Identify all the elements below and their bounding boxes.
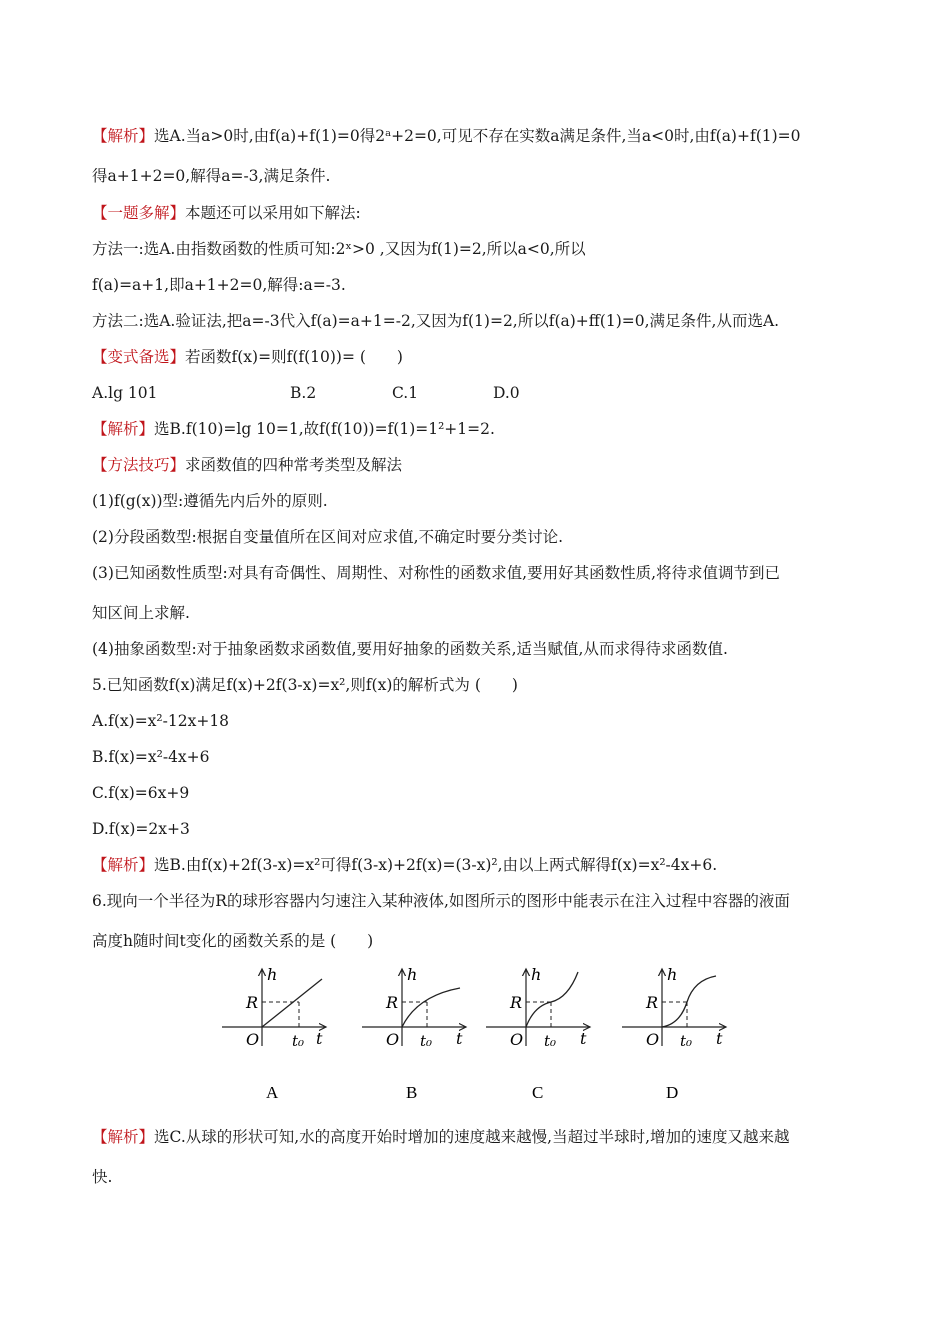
question-6-cont: 高度h随时间t变化的函数关系的是 ( ) bbox=[92, 932, 374, 950]
graph-d-h: h bbox=[667, 966, 678, 984]
graph-c-label: C bbox=[532, 1083, 544, 1102]
graph-b-label: B bbox=[406, 1083, 418, 1102]
graph-figures bbox=[222, 966, 742, 1106]
graph-d-t: t bbox=[716, 1029, 723, 1048]
graph-b-h: h bbox=[407, 966, 418, 984]
graph-c bbox=[486, 966, 590, 1102]
analysis-4 bbox=[92, 1126, 790, 1148]
graph-a-O: O bbox=[246, 1030, 260, 1049]
graph-b bbox=[362, 966, 466, 1102]
graph-c-R: R bbox=[510, 993, 523, 1012]
graph-c-t: t bbox=[580, 1029, 587, 1048]
variant-option-a: A.lg 101 bbox=[92, 384, 158, 402]
tag-variant: 【变式备选】 bbox=[92, 348, 186, 366]
tip-3-cont: 知区间上求解. bbox=[92, 604, 190, 622]
graph-d-label: D bbox=[666, 1083, 679, 1102]
graph-a-t0: t₀ bbox=[292, 1032, 305, 1050]
tip-1: (1)f(g(x))型:遵循先内后外的原则. bbox=[92, 492, 328, 510]
multi-solution bbox=[92, 202, 361, 224]
graph-d bbox=[622, 966, 726, 1102]
q5-option-a: A.f(x)=x²-12x+18 bbox=[92, 712, 230, 730]
analysis-2-text: 选B.f(10)=lg 10=1,故f(f(10))=f(1)=1²+1=2. bbox=[154, 420, 495, 438]
variant-question-text: 若函数f(x)=则f(f(10))= ( ) bbox=[185, 348, 403, 366]
method-tips bbox=[92, 454, 402, 476]
graph-b-curve bbox=[402, 988, 460, 1027]
q5-option-c: C.f(x)=6x+9 bbox=[92, 784, 190, 802]
question-5: 5.已知函数f(x)满足f(x)+2f(3-x)=x²,则f(x)的解析式为 ( ) bbox=[92, 676, 518, 694]
method-one: 方法一:选A.由指数函数的性质可知:2ˣ>0 ,又因为f(1)=2,所以a<0,所以 bbox=[92, 240, 586, 258]
graph-a-label: A bbox=[266, 1083, 279, 1102]
tag-analysis: 【解析】 bbox=[92, 127, 155, 145]
q5-option-d: D.f(x)=2x+3 bbox=[92, 820, 190, 838]
analysis-1 bbox=[92, 125, 801, 147]
analysis-4-cont: 快. bbox=[92, 1168, 113, 1186]
graph-d-O: O bbox=[646, 1030, 660, 1049]
multi-solution-text: 本题还可以采用如下解法: bbox=[185, 204, 361, 222]
graph-a bbox=[222, 966, 326, 1102]
tag-analysis-4: 【解析】 bbox=[92, 1128, 155, 1146]
variant-option-c: C.1 bbox=[392, 384, 419, 402]
variant-option-d: D.0 bbox=[493, 384, 520, 402]
graph-c-O: O bbox=[510, 1030, 524, 1049]
graph-c-t0: t₀ bbox=[544, 1032, 557, 1050]
graph-b-t0: t₀ bbox=[420, 1032, 433, 1050]
graph-a-R: R bbox=[246, 993, 259, 1012]
tag-analysis-3: 【解析】 bbox=[92, 856, 155, 874]
q5-option-b: B.f(x)=x²-4x+6 bbox=[92, 748, 210, 766]
tip-4: (4)抽象函数型:对于抽象函数求函数值,要用好抽象的函数关系,适当赋值,从而求得待求函数值. bbox=[92, 640, 728, 658]
graph-a-curve bbox=[262, 979, 322, 1027]
graph-b-t: t bbox=[456, 1029, 463, 1048]
tag-analysis-2: 【解析】 bbox=[92, 420, 155, 438]
variant-option-b: B.2 bbox=[290, 384, 317, 402]
tip-3: (3)已知函数性质型:对具有奇偶性、周期性、对称性的函数求值,要用好其函数性质,将待求值调节到已 bbox=[92, 564, 781, 582]
method-one-cont: f(a)=a+1,即a+1+2=0,解得:a=-3. bbox=[92, 276, 346, 294]
tag-multi-solution: 【一题多解】 bbox=[92, 204, 186, 222]
analysis-1-cont: 得a+1+2=0,解得a=-3,满足条件. bbox=[92, 167, 331, 185]
analysis-2 bbox=[92, 418, 495, 440]
graph-b-R: R bbox=[386, 993, 399, 1012]
analysis-1-text: 选A.当a>0时,由f(a)+f(1)=0得2ᵃ+2=0,可见不存在实数a满足条件,当a<0时,由f(a)+f(1)=0 bbox=[154, 127, 801, 145]
analysis-3 bbox=[92, 854, 717, 876]
question-6: 6.现向一个半径为R的球形容器内匀速注入某种液体,如图所示的图形中能表示在注入过程中容器的液面 bbox=[92, 892, 790, 910]
variant-question bbox=[92, 346, 403, 368]
graph-d-t0: t₀ bbox=[680, 1032, 693, 1050]
method-two: 方法二:选A.验证法,把a=-3代入f(a)=a+1=-2,又因为f(1)=2,所以f(a)+ff(1)=0,满足条件,从而选A. bbox=[92, 312, 780, 330]
tip-2: (2)分段函数型:根据自变量值所在区间对应求值,不确定时要分类讨论. bbox=[92, 528, 564, 546]
graph-c-h: h bbox=[531, 966, 542, 984]
graph-d-R: R bbox=[646, 993, 659, 1012]
method-tips-text: 求函数值的四种常考类型及解法 bbox=[185, 456, 403, 474]
tag-method-tips: 【方法技巧】 bbox=[92, 456, 186, 474]
graph-a-t: t bbox=[316, 1029, 323, 1048]
analysis-4-text: 选C.从球的形状可知,水的高度开始时增加的速度越来越慢,当超过半球时,增加的速度又越来越 bbox=[154, 1128, 790, 1146]
analysis-3-text: 选B.由f(x)+2f(3-x)=x²可得f(3-x)+2f(x)=(3-x)²,由以上两式解得f(x)=x²-4x+6. bbox=[154, 856, 718, 874]
graph-b-O: O bbox=[386, 1030, 400, 1049]
graph-a-h: h bbox=[267, 966, 278, 984]
